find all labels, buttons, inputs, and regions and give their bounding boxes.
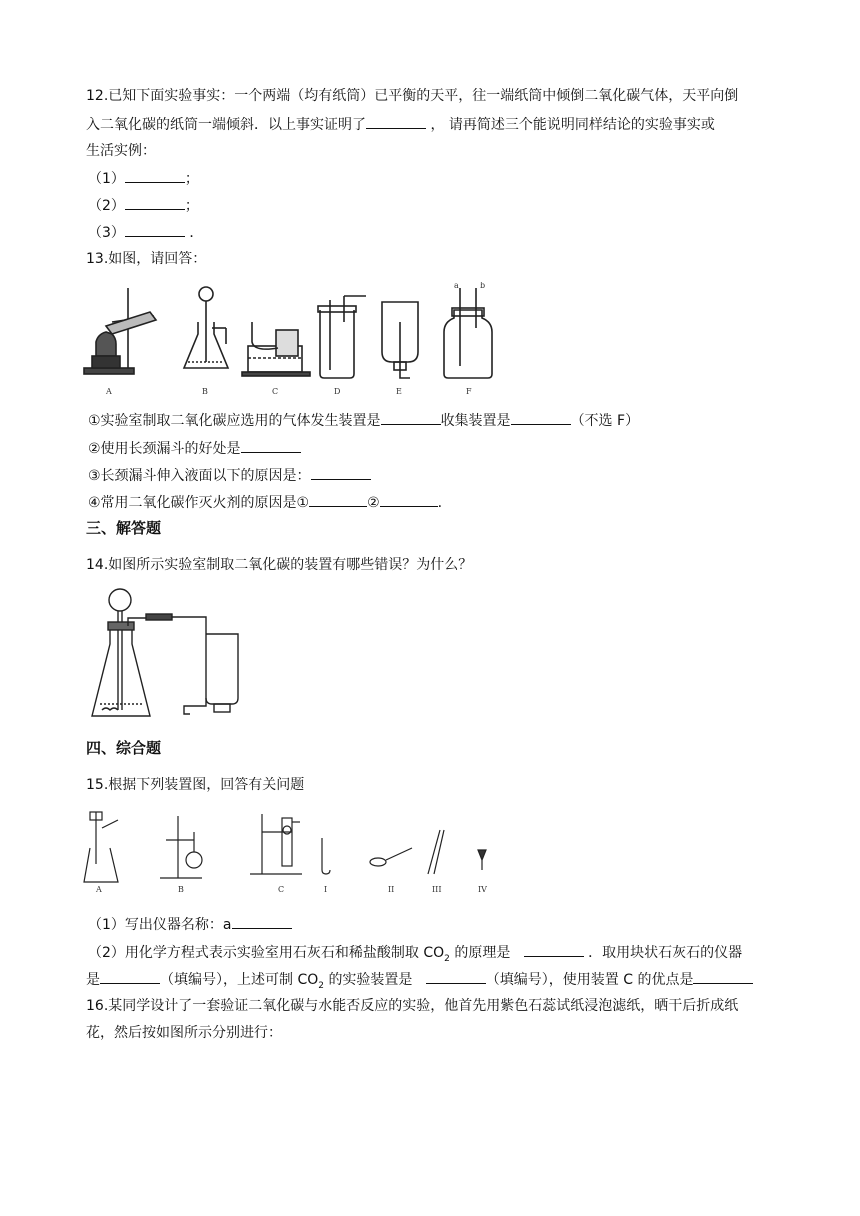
q15-instrument-a-blank[interactable] — [232, 914, 292, 929]
q12-item-3-end: ． — [189, 225, 204, 241]
q12-item-3-label: （3） — [88, 225, 125, 241]
q13-sub-2-text: ②使用长颈漏斗的好处是 — [88, 441, 241, 457]
q13-sub-1 — [88, 410, 639, 431]
apparatus-a-icon — [84, 288, 156, 374]
q12-item-2-label: （2） — [88, 198, 125, 214]
q15-part-3-text: 是 — [86, 972, 100, 988]
q12-item-2 — [88, 195, 199, 216]
q13-sub-4-text2: ② — [367, 495, 380, 511]
fig-tube-label-b: b — [480, 282, 486, 290]
apparatus-c-icon — [242, 322, 310, 376]
q13-reason-2-blank[interactable] — [380, 492, 438, 507]
q13-sub-3 — [88, 465, 371, 486]
instrument-iii-icon — [428, 830, 444, 874]
fig-tube-label-a: a — [454, 282, 459, 290]
q13-collector-blank[interactable] — [511, 410, 571, 425]
q15-fig-label-b: B — [178, 885, 184, 894]
fig-label-b: B — [202, 387, 208, 396]
fig-label-a: A — [106, 387, 112, 396]
instrument-i-icon — [322, 838, 330, 874]
q15-part-2-text: （2）用化学方程式表示实验室用石灰石和稀盐酸制取 CO — [88, 945, 445, 961]
q15-part-1 — [88, 914, 292, 935]
q12-line1: 12.已知下面实验事实：一个两端（均有纸筒）已平衡的天平，往一端纸筒中倾倒二氧化碳气体，天平向倒 — [86, 88, 739, 104]
q13-funnel-benefit-blank[interactable] — [241, 438, 301, 453]
apparatus-b-icon — [184, 287, 228, 368]
q14-text: 14.如图所示实验室制取二氧化碳的装置有哪些错误？为什么？ — [86, 557, 473, 573]
q13-sub-3-text: ③长颈漏斗伸入液面以下的原因是： — [88, 468, 311, 484]
q15-part-3-text3: 的实验装置是 — [328, 972, 413, 988]
q16-line2: 花，然后按如图所示分别进行： — [86, 1025, 282, 1041]
apparatus-d-icon — [318, 296, 366, 378]
q15-part-3-sub: 2 — [318, 980, 324, 991]
q15-part-2 — [88, 942, 742, 969]
q15-part-3 — [86, 969, 753, 996]
q15-fig-label-iii: III — [432, 885, 442, 894]
q12-line2-rest: ， 请再简述三个能说明同样结论的实验事实或 — [430, 117, 715, 133]
q13-apparatus-figure — [82, 282, 502, 400]
q13-sub-4 — [88, 492, 442, 513]
q12-line3: 生活实例： — [86, 143, 156, 159]
q15-part-3-text2: （填编号），上述可制 CO — [160, 972, 319, 988]
q12-line2-text: 入二氧化碳的纸筒一端倾斜．以上事实证明了 — [86, 117, 366, 133]
section-4-heading: 四、综合题 — [86, 739, 162, 757]
q12-line2 — [86, 114, 715, 135]
q15-part-1-text: （1）写出仪器名称：a — [88, 917, 232, 933]
instrument-iv-icon — [478, 850, 486, 870]
q15-part-2-text2: 的原理是 — [454, 945, 511, 961]
q12-item-1-label: （1） — [88, 171, 125, 187]
q12-answer-blank[interactable] — [366, 114, 426, 129]
q15-fig-label-i: I — [324, 885, 328, 894]
q15-apparatus-figure — [82, 808, 502, 894]
q12-item-1 — [88, 168, 199, 189]
q15-fig-label-a: A — [96, 885, 102, 894]
q15-instrument-blank[interactable] — [100, 969, 160, 984]
fig-label-f: F — [466, 387, 472, 396]
q13-sub-1-text: ①实验室制取二氧化碳应选用的气体发生装置是 — [88, 413, 381, 429]
q13-funnel-reason-blank[interactable] — [311, 465, 371, 480]
q13-reason-1-blank[interactable] — [309, 492, 367, 507]
q13-sub-1-note: （不选 F） — [570, 413, 640, 429]
q13-sub-1-text2: 收集装置是 — [440, 413, 511, 429]
q15-part-2-text3: ．取用块状石灰石的仪器 — [588, 945, 743, 961]
q15-equation-blank[interactable] — [524, 942, 584, 957]
q13-generator-blank[interactable] — [381, 410, 441, 425]
q12-item-3-blank[interactable] — [125, 222, 185, 237]
q15-fig-label-c: C — [278, 885, 285, 894]
q13-sub-2 — [88, 438, 301, 459]
q15-fig-label-ii: II — [388, 885, 395, 894]
q12-item-1-end: ； — [184, 171, 199, 187]
fig-label-c: C — [272, 387, 279, 396]
fig-label-e: E — [396, 387, 402, 396]
apparatus-c-icon — [250, 814, 302, 874]
q15-part-3-text4: （填编号），使用装置 C 的优点是 — [485, 972, 694, 988]
q12-item-2-end: ； — [184, 198, 199, 214]
q13-sub-4-end: . — [437, 495, 443, 511]
co2-setup-icon — [92, 589, 238, 716]
apparatus-f-icon — [444, 288, 492, 378]
q15-advantage-blank[interactable] — [693, 969, 753, 984]
section-3-heading: 三、解答题 — [86, 519, 162, 537]
q16-line1: 16.某同学设计了一套验证二氧化碳与水能否反应的实验，他首先用紫色石蕊试纸浸泡滤纸，晒干后折成纸 — [86, 998, 739, 1014]
apparatus-e-icon — [382, 302, 418, 378]
q15-device-blank[interactable] — [426, 969, 486, 984]
q12-item-1-blank[interactable] — [125, 168, 185, 183]
instrument-ii-icon — [370, 848, 412, 866]
q15-fig-label-iv: IV — [478, 885, 487, 894]
q12-item-2-blank[interactable] — [125, 195, 185, 210]
q13-sub-4-text: ④常用二氧化碳作灭火剂的原因是① — [88, 495, 310, 511]
q13-title: 13.如图，请回答： — [86, 251, 207, 267]
q14-apparatus-figure — [88, 586, 248, 724]
apparatus-b-icon — [160, 816, 202, 878]
q15-title: 15.根据下列装置图，回答有关问题 — [86, 777, 305, 793]
q15-part-2-sub: 2 — [444, 953, 450, 964]
apparatus-a-icon — [84, 812, 118, 882]
q12-item-3 — [88, 222, 203, 243]
fig-label-d: D — [334, 387, 341, 396]
